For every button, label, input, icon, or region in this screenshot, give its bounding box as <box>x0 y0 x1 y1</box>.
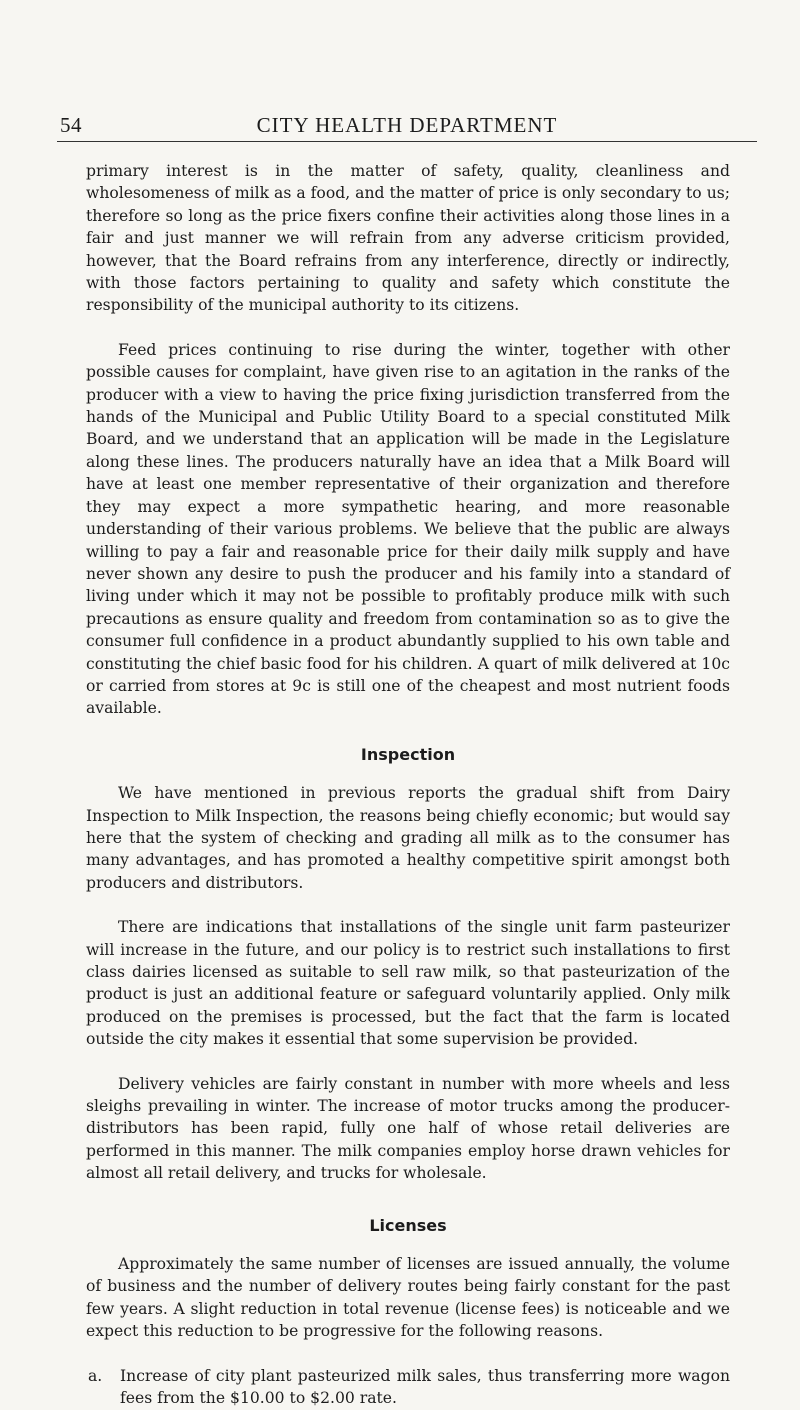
running-title: CITY HEALTH DEPARTMENT <box>256 113 558 137</box>
body-paragraph: There are indications that installations of the single unit farm pasteurizer will increase in the future, and our policy is to restrict such installations to first class dairies licensed as suitable to sell raw milk, so that pasteurization of the product is just an additional feature or safeguard voluntarily applied. Only milk produced on the premises is processed, but the fact that the farm is located outside the city makes it essential that some supervision be provided. <box>86 918 730 1049</box>
body-paragraph: Feed prices continuing to rise during the winter, together with other possible causes for complaint, have given rise to an agitation in the ranks of the producer with a view to having the price fixing jurisdiction transferred from the hands of the Municipal and Public Utility Board to a special constituted Milk Board, and we understand that an application will be made in the Legislature along these lines. The producers naturally have an idea that a Milk Board will have at least one member representative of their organization and therefore they may expect a more sympathetic hearing, and more reasonable understanding of their various problems. We believe that the public are always willing to pay a fair and reasonable price for their daily milk supply and have never shown any desire to push the producer and his family into a standard of living under which it may not be possible to profitably produce milk with such precautions as ensure quality and freedom from contamination so as to give the consumer full confidence in a product abundantly supplied to his own table and constituting the chief basic food for his children. A quart of milk delivered at 10c or carried from stores at 9c is still one of the cheapest and most nutrient foods available. <box>86 340 730 718</box>
section-heading-licenses: Licenses <box>369 1215 447 1235</box>
section-heading-inspection: Inspection <box>360 744 456 764</box>
body-paragraph: Approximately the same number of licenses are issued annually, the volume of business and the number of delivery routes being fairly constant for the past few years. A slight reduction in total revenue (license fees) is noticeable and we expect this reduction to be progressive for the following reasons. <box>86 1255 730 1341</box>
body-paragraph: primary interest is in the matter of safety, quality, cleanliness and wholesomeness of milk as a food, and the matter of price is only secondary to us; therefore so long as the price fixers confine their activities along those lines in a fair and just manner we will refrain from any adverse criticism provided, however, that the Board refrains from any interference, directly or indirectly, with those factors pertaining to quality and safety which constitute the responsibility of the municipal authority to its citizens. <box>86 162 730 315</box>
body-paragraph: Delivery vehicles are fairly constant in number with more wheels and less sleighs prevailing in winter. The increase of motor trucks among the producer-distributors has been rapid, fully one half of whose retail deliveries are performed in this manner. The milk companies employ horse drawn vehicles for almost all retail delivery, and trucks for wholesale. <box>86 1074 730 1183</box>
page-number: 54 <box>60 113 82 137</box>
list-marker: a. <box>88 1366 103 1385</box>
page-header <box>57 111 757 142</box>
body-paragraph: We have mentioned in previous reports the gradual shift from Dairy Inspection to Milk Inspection, the reasons being chiefly economic; but would say here that the system of checking and grading all milk as to the consumer has many advantages, and has promoted a healthy competitive spirit amongst both producers and distributors. <box>86 784 730 892</box>
list-item <box>86 1365 730 1410</box>
document-body <box>86 160 730 1410</box>
list-item-text: Increase of city plant pasteurized milk sales, thus transferring more wagon fees from the $10.00 to $2.00 rate. <box>120 1366 730 1408</box>
